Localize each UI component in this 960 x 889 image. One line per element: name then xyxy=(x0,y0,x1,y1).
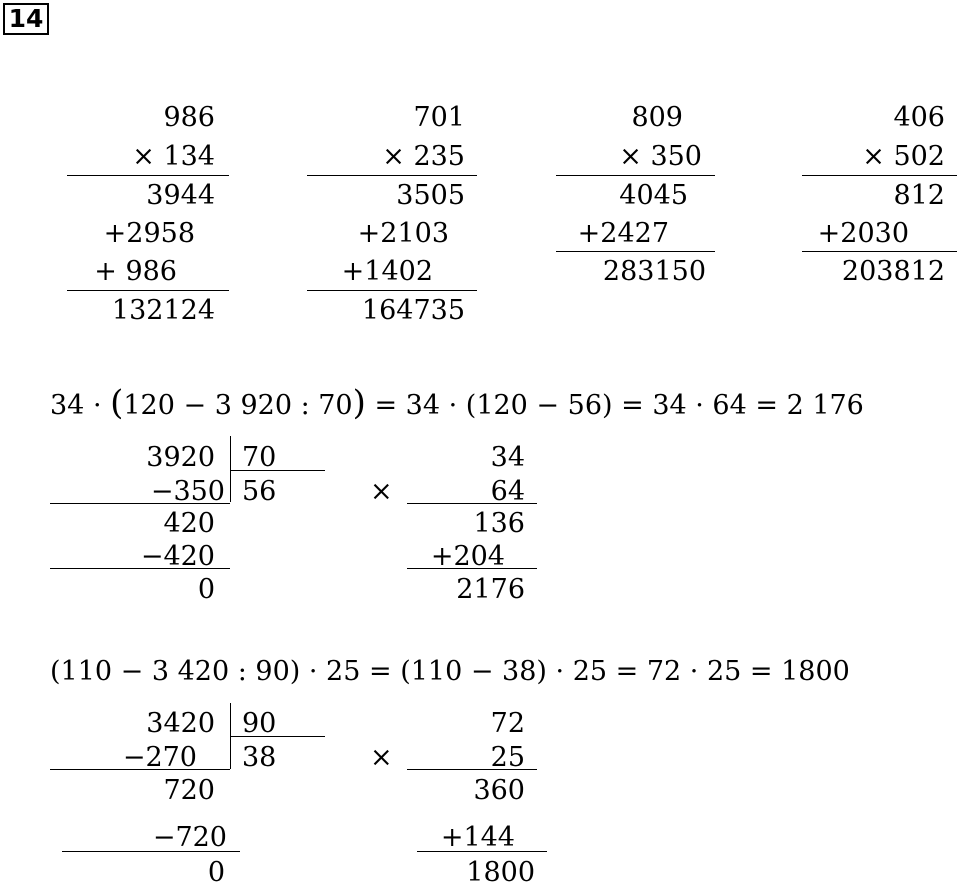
rule xyxy=(50,568,230,569)
partial-product: +2427 xyxy=(577,218,669,249)
rule xyxy=(67,175,229,176)
divisor: 90 xyxy=(242,708,277,739)
expression-2: (110 − 3 420 : 90) · 25 = (110 − 38) · 25 = 72 · 25 = 1800 xyxy=(50,656,850,687)
rule xyxy=(556,251,715,252)
rule xyxy=(407,769,537,770)
multiplier: × 235 xyxy=(382,141,465,172)
division-bar xyxy=(230,436,231,502)
dividend: 3920 xyxy=(146,442,215,473)
multiply-sign: × xyxy=(370,476,393,507)
rule xyxy=(62,851,240,852)
dividend: 3420 xyxy=(146,708,215,739)
task-number-badge: 14 xyxy=(3,3,49,35)
subtrahend: −350 xyxy=(150,476,225,507)
multiplicand: 701 xyxy=(413,102,465,133)
rule xyxy=(407,568,537,569)
partial-product: 3944 xyxy=(146,180,215,211)
rule xyxy=(802,175,957,176)
multiplicand: 72 xyxy=(490,708,525,739)
partial-product: +2103 xyxy=(357,218,449,249)
quotient: 56 xyxy=(242,476,277,507)
multiplicand: 809 xyxy=(631,102,683,133)
quotient: 38 xyxy=(242,742,277,773)
rule xyxy=(307,290,477,291)
multiply-sign: × xyxy=(370,742,393,773)
multiplicand: 34 xyxy=(490,442,525,473)
remainder: 0 xyxy=(197,574,215,605)
multiplier: 25 xyxy=(490,742,525,773)
partial-product: +204 xyxy=(430,541,505,572)
rule xyxy=(802,251,957,252)
multiplier: × 134 xyxy=(132,141,215,172)
subtrahend: −420 xyxy=(140,541,215,572)
remainder: 0 xyxy=(207,857,225,888)
product: 2176 xyxy=(456,574,525,605)
partial-product: + 986 xyxy=(94,256,177,287)
rule xyxy=(50,769,230,770)
rule xyxy=(307,175,477,176)
divisor: 70 xyxy=(242,442,277,473)
product: 203812 xyxy=(841,256,945,287)
rule xyxy=(417,851,547,852)
partial-product: 812 xyxy=(893,180,945,211)
rule xyxy=(230,470,325,471)
multiplicand: 986 xyxy=(163,102,215,133)
product: 1800 xyxy=(466,857,535,888)
rule xyxy=(67,290,229,291)
expression-1: 34 · (120 − 3 920 : 70) = 34 · (120 − 56) = 34 · 64 = 2 176 xyxy=(50,383,864,423)
partial-product: +2958 xyxy=(103,218,195,249)
rule xyxy=(556,175,715,176)
product: 283150 xyxy=(602,256,706,287)
partial-product: +1402 xyxy=(341,256,433,287)
multiplicand: 406 xyxy=(893,102,945,133)
rule xyxy=(230,736,325,737)
subtrahend: −270 xyxy=(122,742,197,773)
partial-product: 136 xyxy=(473,508,525,539)
partial-product: +144 xyxy=(440,822,515,853)
partial-product: 4045 xyxy=(619,180,688,211)
rule xyxy=(407,503,537,504)
multiplier: × 502 xyxy=(862,141,945,172)
multiplier: × 350 xyxy=(619,141,702,172)
partial-product: +2030 xyxy=(817,218,909,249)
rule xyxy=(50,503,230,504)
remainder: 420 xyxy=(163,508,215,539)
multiplier: 64 xyxy=(490,476,525,507)
remainder: 720 xyxy=(163,775,215,806)
partial-product: 360 xyxy=(473,775,525,806)
partial-product: 3505 xyxy=(396,180,465,211)
product: 164735 xyxy=(361,295,465,326)
subtrahend: −720 xyxy=(152,822,227,853)
product: 132124 xyxy=(111,295,215,326)
